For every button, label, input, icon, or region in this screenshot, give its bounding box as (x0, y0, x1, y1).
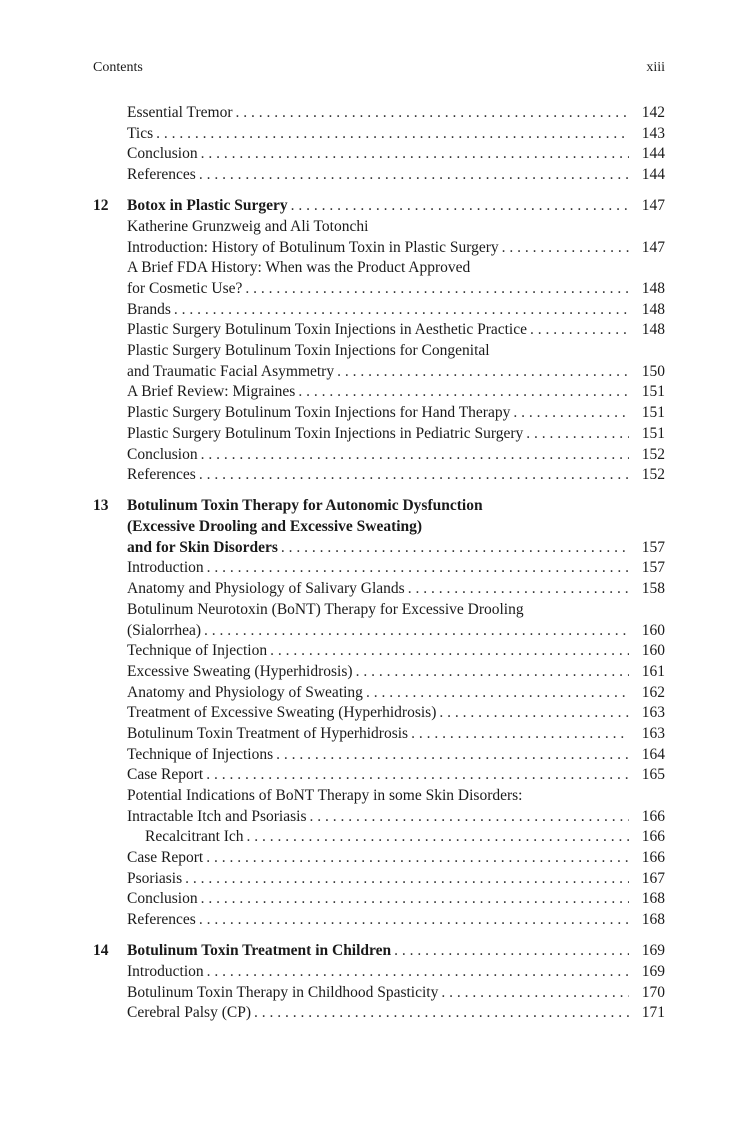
toc-entry-body (127, 641, 665, 662)
dot-leader (309, 807, 629, 828)
toc-entry-title: Plastic Surgery Botulinum Toxin Injections in Pediatric Surgery (127, 424, 524, 442)
toc-entry-title: Conclusion (127, 890, 198, 908)
toc-entry-body (127, 558, 665, 579)
toc-page-number: 164 (641, 745, 665, 763)
toc-entry-body (127, 579, 665, 600)
dot-leader (206, 848, 629, 869)
toc-entry-title: Tics (127, 124, 154, 142)
toc-entry[interactable] (93, 724, 665, 745)
toc-entry-body (127, 941, 665, 962)
toc-entry-title: Introduction: History of Botulinum Toxin in Plastic Surgery (127, 238, 499, 256)
section-gap (93, 931, 665, 942)
toc-entry-body (127, 662, 665, 683)
toc-page-number: 171 (641, 1004, 665, 1022)
toc-entry-body (127, 703, 665, 724)
dot-leader (439, 703, 629, 724)
toc-entry-title: Case Report (127, 849, 204, 867)
toc-entry[interactable] (93, 238, 665, 259)
toc-entry-title: Treatment of Excessive Sweating (Hyperhidrosis) (127, 704, 437, 722)
dot-leader (201, 445, 629, 466)
toc-entry-title: Introduction (127, 559, 204, 577)
toc-entry-title: Botox in Plastic Surgery (127, 197, 288, 215)
dot-leader (337, 362, 629, 383)
toc-page-number: 142 (641, 104, 665, 121)
toc-entry[interactable] (93, 403, 665, 424)
toc-entry-body (127, 165, 665, 186)
toc-entry-title: Plastic Surgery Botulinum Toxin Injections in Aesthetic Practice (127, 321, 527, 339)
toc-entry-body (127, 745, 665, 766)
dot-leader (408, 579, 629, 600)
running-head-title: Contents (93, 60, 143, 75)
toc-page-number: 163 (641, 724, 665, 742)
toc-page-number: 163 (641, 704, 665, 722)
toc-entry-body (145, 827, 665, 848)
toc-entry-body (127, 465, 665, 486)
toc-page-number: 166 (641, 849, 665, 867)
page-number: xiii (646, 60, 665, 75)
toc-entry-title: Psoriasis (127, 869, 183, 887)
toc-entry-title: Cerebral Palsy (CP) (127, 1004, 251, 1022)
toc-entry[interactable] (93, 889, 665, 910)
toc-entry-title: Plastic Surgery Botulinum Toxin Injections for Hand Therapy (127, 404, 511, 422)
toc-page-number: 160 (641, 621, 665, 639)
toc-entry-body (127, 786, 665, 807)
dot-leader (291, 196, 629, 217)
dot-leader (201, 889, 629, 910)
toc-entry-body (127, 144, 665, 165)
toc-page-number: 158 (641, 580, 665, 598)
toc-entry-title: Brands (127, 300, 171, 318)
toc-entry-body (127, 621, 665, 642)
toc-entry[interactable] (93, 217, 665, 238)
toc-entry-body (127, 320, 665, 341)
toc-entry[interactable] (93, 745, 665, 766)
dot-leader (236, 103, 630, 124)
dot-leader (394, 941, 629, 962)
toc-page-number: 152 (641, 466, 665, 484)
toc-entry-title: Intractable Itch and Psoriasis (127, 807, 307, 825)
toc-entry[interactable] (93, 683, 665, 704)
dot-leader (526, 424, 629, 445)
toc-entry-title: Botulinum Toxin Treatment of Hyperhidrosis (127, 724, 409, 742)
toc-entry-title: Recalcitrant Ich (145, 828, 244, 846)
toc-page-number: 151 (641, 424, 665, 442)
toc-entry-title: References (127, 166, 196, 184)
toc-entry-title: and Traumatic Facial Asymmetry (127, 362, 335, 380)
toc-entry[interactable] (93, 910, 665, 931)
toc-entry-body (127, 382, 665, 403)
toc-entry[interactable] (93, 341, 665, 362)
toc-entry[interactable] (93, 827, 665, 848)
chapter-number: 13 (93, 497, 109, 515)
toc-entry-body (127, 869, 665, 890)
toc-entry-body (127, 424, 665, 445)
toc-entry[interactable] (93, 600, 665, 621)
dot-leader (245, 279, 629, 300)
toc-page-number: 152 (641, 445, 665, 463)
dot-leader (199, 165, 629, 186)
toc-page-number: 160 (641, 642, 665, 660)
toc-entry-body (127, 403, 665, 424)
toc-entry-body (127, 1003, 665, 1024)
dot-leader (247, 827, 629, 848)
toc-entry[interactable] (93, 983, 665, 1004)
toc-entry[interactable] (93, 165, 665, 186)
toc-entry-body (127, 600, 665, 621)
toc-entry-title: Conclusion (127, 445, 198, 463)
toc-page-number: 165 (641, 766, 665, 784)
toc-entry-title: References (127, 466, 196, 484)
toc-entry-body (127, 238, 665, 259)
toc-entry-title: Technique of Injections (127, 745, 274, 763)
toc-entry-body (127, 217, 665, 238)
toc-entry-body (127, 445, 665, 466)
toc-entry-body (127, 538, 665, 559)
dot-leader (199, 465, 629, 486)
toc-entry-title: Katherine Grunzweig and Ali Totonchi (127, 217, 369, 235)
toc-entry-title: A Brief FDA History: When was the Product Approved (127, 259, 471, 277)
dot-leader (174, 300, 629, 321)
toc-entry-body (127, 983, 665, 1004)
dot-leader (254, 1003, 629, 1024)
toc-entry-title: for Cosmetic Use? (127, 280, 243, 297)
toc-entry[interactable] (93, 621, 665, 642)
toc-page-number: 157 (641, 538, 665, 556)
toc-page-number: 168 (641, 911, 665, 929)
dot-leader (270, 641, 629, 662)
toc-entry[interactable] (93, 538, 665, 559)
toc-entry-title: (Sialorrhea) (127, 621, 202, 639)
toc-entry-body (127, 103, 665, 124)
toc-entry-body (127, 910, 665, 931)
section-gap (93, 186, 665, 197)
toc-entry[interactable] (93, 300, 665, 321)
dot-leader (204, 621, 629, 642)
toc-entry-body (127, 962, 665, 983)
toc-entry[interactable] (93, 424, 665, 445)
toc-page-number: 150 (641, 362, 665, 380)
toc-entry-title: Conclusion (127, 145, 198, 163)
toc-entry-title: Introduction (127, 963, 204, 980)
dot-leader (298, 382, 629, 403)
toc-page-number: 166 (641, 807, 665, 825)
dot-leader (207, 962, 629, 983)
toc-page-number: 167 (641, 869, 665, 887)
toc-entry-title: Case Report (127, 766, 204, 784)
toc-page-number: 169 (641, 942, 665, 960)
toc-page-number: 144 (641, 145, 665, 163)
toc-entry-title: Botulinum Toxin Therapy in Childhood Spasticity (127, 983, 439, 1001)
toc-page-number: 161 (641, 662, 665, 680)
toc-entry[interactable] (93, 869, 665, 890)
dot-leader (441, 983, 629, 1004)
toc-entry[interactable] (93, 320, 665, 341)
toc-page-number: 168 (641, 890, 665, 908)
toc-entry-title: Excessive Sweating (Hyperhidrosis) (127, 662, 353, 680)
toc-page-number: 169 (641, 963, 665, 980)
toc-chapter-entry[interactable] (93, 196, 665, 217)
toc-entry[interactable] (93, 382, 665, 403)
toc-entry[interactable] (93, 962, 665, 983)
toc-entry[interactable] (93, 703, 665, 724)
toc-entry-title: Plastic Surgery Botulinum Toxin Injections for Congenital (127, 342, 490, 360)
dot-leader (201, 144, 629, 165)
toc-entry-body (127, 496, 665, 517)
toc-chapter-entry[interactable] (93, 496, 665, 517)
toc-entry-body (127, 279, 665, 300)
toc-page-number: 148 (641, 280, 665, 297)
toc-entry-body (127, 300, 665, 321)
toc-entry[interactable] (93, 765, 665, 786)
toc-entry[interactable] (93, 807, 665, 828)
toc-entry-title: Technique of Injection (127, 642, 268, 660)
toc-entry-body (127, 362, 665, 383)
toc-chapter-entry[interactable] (93, 941, 665, 962)
toc-page-number: 162 (641, 683, 665, 701)
dot-leader (281, 538, 629, 559)
toc-entry[interactable] (93, 517, 665, 538)
toc-page-number: 147 (641, 238, 665, 256)
dot-leader (156, 124, 629, 145)
running-head (93, 60, 665, 76)
toc-entry-body (127, 683, 665, 704)
toc-page-number: 143 (641, 124, 665, 142)
toc-entry-body (127, 724, 665, 745)
toc-entry-body (127, 341, 665, 362)
table-of-contents (93, 103, 665, 1024)
toc-page-number: 151 (641, 404, 665, 422)
toc-entry-body (127, 889, 665, 910)
chapter-number: 14 (93, 942, 109, 960)
toc-entry-body (127, 848, 665, 869)
dot-leader (276, 745, 629, 766)
dot-leader (513, 403, 629, 424)
toc-entry[interactable] (93, 1003, 665, 1024)
toc-entry-title: Anatomy and Physiology of Salivary Glands (127, 580, 405, 598)
dot-leader (366, 683, 629, 704)
dot-leader (356, 662, 629, 683)
toc-entry-title: A Brief Review: Migraines (127, 383, 296, 401)
section-gap (93, 486, 665, 497)
toc-entry-body (127, 124, 665, 145)
toc-entry-title: and for Skin Disorders (127, 538, 278, 556)
toc-entry[interactable] (93, 144, 665, 165)
dot-leader (530, 320, 629, 341)
toc-entry[interactable] (93, 445, 665, 466)
toc-page-number: 151 (641, 383, 665, 401)
toc-entry-title: Anatomy and Physiology of Sweating (127, 683, 363, 701)
chapter-number: 12 (93, 197, 109, 215)
toc-page-number: 170 (641, 983, 665, 1001)
toc-entry-title: Botulinum Neurotoxin (BoNT) Therapy for Excessive Drooling (127, 600, 524, 618)
toc-entry-title: Potential Indications of BoNT Therapy in some Skin Disorders: (127, 787, 523, 804)
toc-entry-title: Botulinum Toxin Therapy for Autonomic Dysfunction (127, 497, 483, 515)
toc-entry[interactable] (93, 465, 665, 486)
toc-entry[interactable] (93, 558, 665, 579)
toc-entry-title: References (127, 911, 196, 929)
toc-entry[interactable] (93, 786, 665, 807)
toc-entry[interactable] (93, 103, 665, 124)
dot-leader (185, 869, 629, 890)
toc-page-number: 148 (641, 300, 665, 318)
dot-leader (206, 765, 629, 786)
dot-leader (207, 558, 629, 579)
toc-entry-body (127, 517, 665, 538)
toc-entry[interactable] (93, 279, 665, 300)
toc-entry[interactable] (93, 124, 665, 145)
dot-leader (411, 724, 629, 745)
toc-entry-body (127, 807, 665, 828)
dot-leader (502, 238, 629, 259)
toc-entry[interactable] (93, 662, 665, 683)
toc-entry-title: Essential Tremor (127, 104, 233, 121)
toc-page-number: 157 (641, 559, 665, 577)
toc-entry[interactable] (93, 579, 665, 600)
toc-page-number: 148 (641, 321, 665, 339)
toc-page-number: 166 (641, 828, 665, 846)
toc-entry-title: (Excessive Drooling and Excessive Sweating) (127, 518, 423, 536)
toc-page-number: 144 (641, 166, 665, 184)
toc-page-number: 147 (641, 197, 665, 215)
toc-entry-body (127, 258, 665, 279)
toc-entry[interactable] (93, 848, 665, 869)
toc-entry[interactable] (93, 641, 665, 662)
toc-entry[interactable] (93, 362, 665, 383)
toc-entry-body (127, 765, 665, 786)
toc-entry-title: Botulinum Toxin Treatment in Children (127, 942, 392, 960)
toc-entry[interactable] (93, 258, 665, 279)
dot-leader (199, 910, 629, 931)
toc-entry-body (127, 196, 665, 217)
